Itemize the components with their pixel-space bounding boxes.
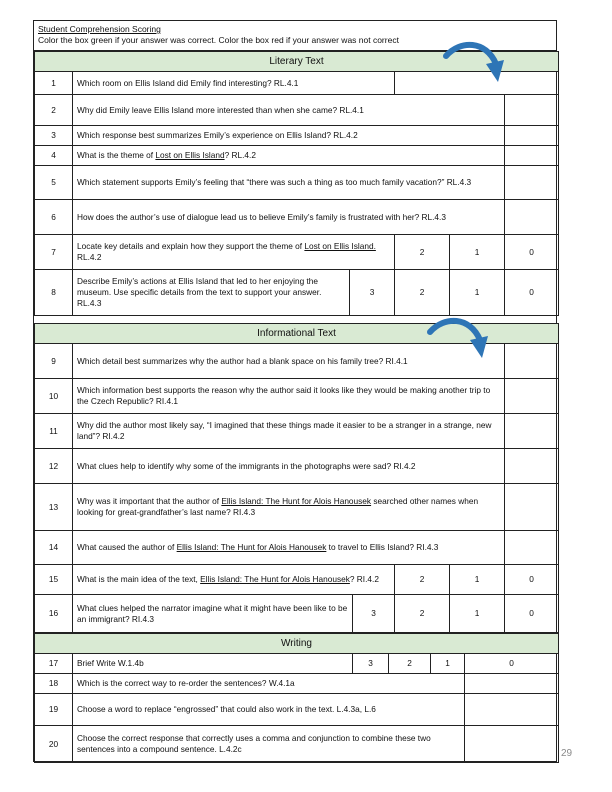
table-row (35, 694, 559, 726)
question-text-part: to travel to Ellis Island? RI.4.3 (326, 542, 439, 552)
question-text: Why did the author most likely say, “I imagined that these things made it easier to be a stranger in a strange, new land”? RI.4.2 (73, 414, 505, 449)
table-row (35, 726, 559, 763)
score-box[interactable]: 0 (505, 565, 559, 595)
table-row (35, 270, 559, 316)
question-number: 4 (35, 146, 73, 166)
table-row (35, 95, 559, 126)
book-title: Ellis Island: The Hunt for Alois Hanousek (200, 574, 350, 584)
score-box[interactable]: 3 (353, 654, 389, 674)
score-box[interactable]: 2 (395, 235, 450, 270)
question-text-part: What is the theme of (77, 150, 156, 160)
scoring-sheet (33, 20, 557, 762)
curved-arrow-icon (424, 314, 494, 374)
score-box[interactable]: 0 (505, 270, 559, 316)
book-title: Lost on Ellis Island (155, 150, 225, 160)
answer-box[interactable] (505, 484, 559, 531)
table-row (35, 235, 559, 270)
question-text-part: ? RI.4.2 (349, 574, 379, 584)
score-box[interactable]: 1 (450, 565, 505, 595)
answer-box[interactable] (505, 166, 559, 200)
section-writing-title: Writing (35, 634, 559, 654)
table-row (35, 414, 559, 449)
question-number: 9 (35, 344, 73, 379)
question-number: 20 (35, 726, 73, 763)
question-number: 13 (35, 484, 73, 531)
question-number: 16 (35, 595, 73, 633)
question-number: 17 (35, 654, 73, 674)
curved-arrow-icon (440, 38, 510, 98)
question-number: 1 (35, 72, 73, 95)
question-text: Brief Write W.1.4b (73, 654, 353, 674)
score-box[interactable]: 1 (450, 595, 505, 633)
question-text (73, 531, 505, 565)
question-text: Which is the correct way to re-order the sentences? W.4.1a (73, 674, 465, 694)
page-number: 29 (561, 748, 573, 759)
table-row (35, 595, 559, 633)
answer-box[interactable] (465, 726, 559, 763)
question-text: Choose a word to replace “engrossed” that could also work in the text. L.4.3a, L.6 (73, 694, 465, 726)
question-text: What clues help to identify why some of the immigrants in the photographs were sad? RI.4.2 (73, 449, 505, 484)
answer-box[interactable] (505, 449, 559, 484)
table-row (35, 146, 559, 166)
question-text: Describe Emily’s actions at Ellis Island that led to her enjoying the museum. Use specific details from the text to support your answer. RL.4.3 (73, 270, 350, 316)
question-text: What clues helped the narrator imagine what it might have been like to be an immigrant? RI.4.3 (73, 595, 353, 633)
table-row (35, 166, 559, 200)
question-number: 10 (35, 379, 73, 414)
answer-box[interactable] (505, 146, 559, 166)
question-number: 8 (35, 270, 73, 316)
answer-box[interactable] (465, 694, 559, 726)
question-number: 12 (35, 449, 73, 484)
question-number: 11 (35, 414, 73, 449)
question-text: How does the author’s use of dialogue lead us to believe Emily’s family is frustrated with her? RL.4.3 (73, 200, 505, 235)
question-text: Which room on Ellis Island did Emily find interesting? RL.4.1 (73, 72, 395, 95)
question-number: 5 (35, 166, 73, 200)
table-row (35, 531, 559, 565)
table-row (35, 379, 559, 414)
question-text-part: What caused the author of (77, 542, 177, 552)
question-text (73, 235, 395, 270)
question-number: 18 (35, 674, 73, 694)
answer-box[interactable] (505, 414, 559, 449)
score-box[interactable]: 3 (353, 595, 395, 633)
table-row (35, 654, 559, 674)
score-box[interactable]: 1 (450, 270, 505, 316)
answer-box[interactable] (505, 95, 559, 126)
answer-box[interactable] (465, 674, 559, 694)
answer-box[interactable] (505, 379, 559, 414)
answer-box[interactable] (505, 531, 559, 565)
question-number: 14 (35, 531, 73, 565)
question-text-part: What is the main idea of the text, (77, 574, 201, 584)
sheet-title: Student Comprehension Scoring (38, 24, 161, 34)
question-text: Why did Emily leave Ellis Island more interested than when she came? RL.4.1 (73, 95, 505, 126)
question-text: Which statement supports Emily’s feeling that “there was such a thing as too much family vacation?” RL.4.3 (73, 166, 505, 200)
table-row (35, 449, 559, 484)
question-text-part: ? RL.4.2 (224, 150, 256, 160)
question-number: 2 (35, 95, 73, 126)
score-box[interactable]: 2 (395, 565, 450, 595)
question-text: Which response best summarizes Emily’s experience on Ellis Island? RL.4.2 (73, 126, 505, 146)
question-number: 3 (35, 126, 73, 146)
score-box[interactable]: 0 (505, 595, 559, 633)
question-text-part: Locate key details and explain how they support the theme of (77, 241, 305, 251)
question-text: Which information best supports the reason why the author said it looks like they would be making another trip to the Czech Republic? RI.4.1 (73, 379, 505, 414)
table-row (35, 200, 559, 235)
score-box[interactable]: 2 (395, 270, 450, 316)
table-row (35, 126, 559, 146)
answer-box[interactable] (505, 200, 559, 235)
sheet-instructions: Color the box green if your answer was correct. Color the box red if your answer was not correct (38, 35, 399, 45)
score-box[interactable]: 1 (431, 654, 465, 674)
score-box[interactable]: 1 (450, 235, 505, 270)
score-box[interactable]: 0 (465, 654, 559, 674)
question-text: Choose the correct response that correctly uses a comma and conjunction to combine these two sentences into a compound sentence. L.4.2c (73, 726, 465, 763)
question-number: 19 (35, 694, 73, 726)
book-title: Ellis Island: The Hunt for Alois Hanousek (221, 496, 372, 506)
score-box[interactable]: 2 (389, 654, 431, 674)
answer-box[interactable] (505, 126, 559, 146)
section-literary-title: Literary Text (35, 52, 559, 72)
question-number: 7 (35, 235, 73, 270)
question-text-part: Why was it important that the author of (77, 496, 222, 506)
section-informational-title: Informational Text (35, 324, 559, 344)
question-text: Which detail best summarizes why the author had a blank space on his family tree? RI.4.1 (73, 344, 505, 379)
score-box[interactable]: 2 (395, 595, 450, 633)
question-text-part: RL.4.2 (77, 252, 102, 262)
question-number: 6 (35, 200, 73, 235)
question-text-part: searched other names when looking for great-grandfather’s last name? RI.4.3 (77, 496, 479, 517)
book-title: Lost on Ellis Island. (304, 241, 376, 251)
book-title: Ellis Island: The Hunt for Alois Hanousek (176, 542, 327, 552)
question-number: 15 (35, 565, 73, 595)
question-text (73, 146, 505, 166)
score-box[interactable]: 3 (350, 270, 395, 316)
table-row (35, 484, 559, 531)
score-box[interactable]: 0 (505, 235, 559, 270)
answer-box[interactable] (505, 344, 559, 379)
writing-table (34, 633, 559, 763)
question-text (73, 484, 505, 531)
table-row (35, 565, 559, 595)
question-text (73, 565, 395, 595)
table-row (35, 674, 559, 694)
